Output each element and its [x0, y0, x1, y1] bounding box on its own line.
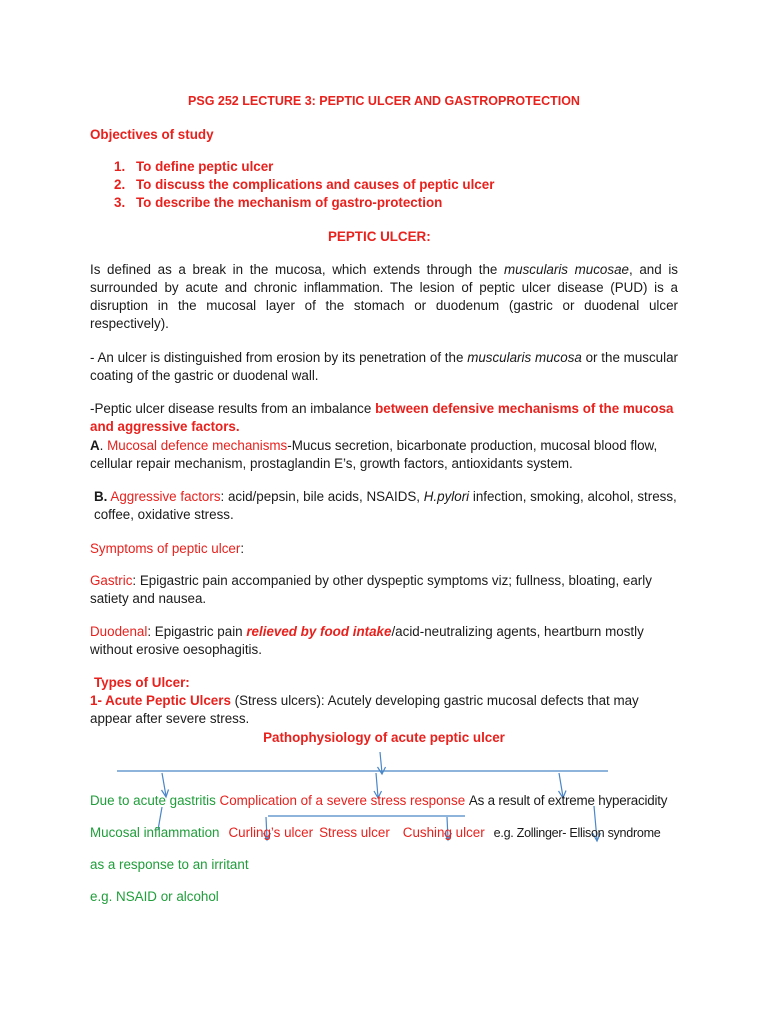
text-run: : Epigastric pain: [147, 624, 247, 639]
irritant-response-label: as a response to an irritant: [90, 857, 249, 872]
curlings-ulcer-label: Curling’s ulcer: [228, 825, 314, 840]
list-label: A: [90, 438, 100, 453]
section-heading-peptic-ulcer: PEPTIC ULCER:: [328, 229, 431, 244]
list-label: B.: [94, 489, 108, 504]
text-run: -Peptic ulcer disease results from an imbalance: [90, 401, 376, 416]
pathophysiology-row-2: [90, 824, 660, 842]
objective-number: 2.: [114, 177, 126, 192]
stress-ulcer-label: Stress ulcer: [319, 825, 390, 840]
arrow-shaft: [380, 752, 382, 773]
text-run: .: [99, 438, 108, 453]
text-run: (Stress ulcers): Acutely developing gastric mucosal defects that may appear after severe stress.: [90, 693, 639, 726]
text-run: :: [240, 541, 245, 556]
objective-number: 3.: [114, 195, 126, 210]
zollinger-ellison-label: e.g. Zollinger- Ellison syndrome: [493, 826, 661, 840]
text-run-emphasis: relieved by food intake: [246, 624, 392, 639]
text-run: or the muscular coating of the gastric or duodenal wall.: [90, 350, 678, 383]
text-run: , and is surrounded by acute and chronic inflammation. The lesion of peptic ulcer disease (PUD) is a disruption in the mucosal layer of the stomach or duodenum (gastric or duodenal ulcer respectively).: [90, 262, 679, 331]
objective-text: To define peptic ulcer: [136, 159, 274, 174]
types-heading: Types of Ulcer:: [94, 675, 190, 690]
mucosal-inflammation-label: Mucosal inflammation: [90, 825, 220, 840]
text-run: - An ulcer is distinguished from erosion by its penetration of the: [90, 350, 468, 365]
text-run-red: Gastric: [90, 573, 133, 588]
text-run: /acid-neutralizing agents, heartburn mostly without erosive oesophagitis.: [90, 624, 644, 657]
text-run-red: 1- Acute Peptic Ulcers: [90, 693, 231, 708]
cushing-ulcer-label: Cushing ulcer: [402, 825, 485, 840]
text-run: : acid/pepsin, bile acids, NSAIDS,: [220, 489, 424, 504]
text-run-red: Mucosal defence mechanisms: [107, 438, 288, 453]
objective-text: To describe the mechanism of gastro-protection: [136, 195, 443, 210]
text-run-italic: muscularis mucosa: [467, 350, 582, 365]
text-run-red: between defensive mechanisms of the mucosa and aggressive factors.: [90, 401, 674, 434]
page-title: PSG 252 LECTURE 3: PEPTIC ULCER AND GASTROPROTECTION: [188, 94, 580, 108]
nsaid-alcohol-label: e.g. NSAID or alcohol: [90, 889, 219, 904]
pathophysiology-heading: Pathophysiology of acute peptic ulcer: [263, 730, 505, 745]
cause-stress-response: Complication of a severe stress response: [219, 793, 466, 808]
text-run-red: Aggressive factors: [110, 489, 221, 504]
text-run-italic: H.pylori: [423, 489, 470, 504]
text-run: : Epigastric pain accompanied by other dyspeptic symptoms viz; fullness, bloating, early satiety and nausea.: [90, 573, 652, 606]
text-run: -Mucus secretion, bicarbonate production, mucosal blood flow, cellular repair mechanism, prostaglandin E’s, growth factors, antioxidants system.: [90, 438, 658, 471]
objective-number: 1.: [114, 159, 126, 174]
text-run-red: Duodenal: [90, 624, 148, 639]
cause-acute-gastritis: Due to acute gastritis: [90, 793, 216, 808]
text-run: infection, smoking, alcohol, stress, coffee, oxidative stress.: [94, 489, 677, 522]
objective-text: To discuss the complications and causes of peptic ulcer: [136, 177, 495, 192]
cause-hyperacidity: As a result of extreme hyperacidity: [468, 793, 668, 808]
text-run-red: Symptoms of peptic ulcer: [90, 541, 241, 556]
text-run-italic: muscularis mucosae: [504, 262, 629, 277]
pathophysiology-row-1: [90, 792, 667, 810]
text-run: Is defined as a break in the mucosa, which extends through the: [90, 262, 504, 277]
objectives-heading: Objectives of study: [90, 127, 214, 142]
